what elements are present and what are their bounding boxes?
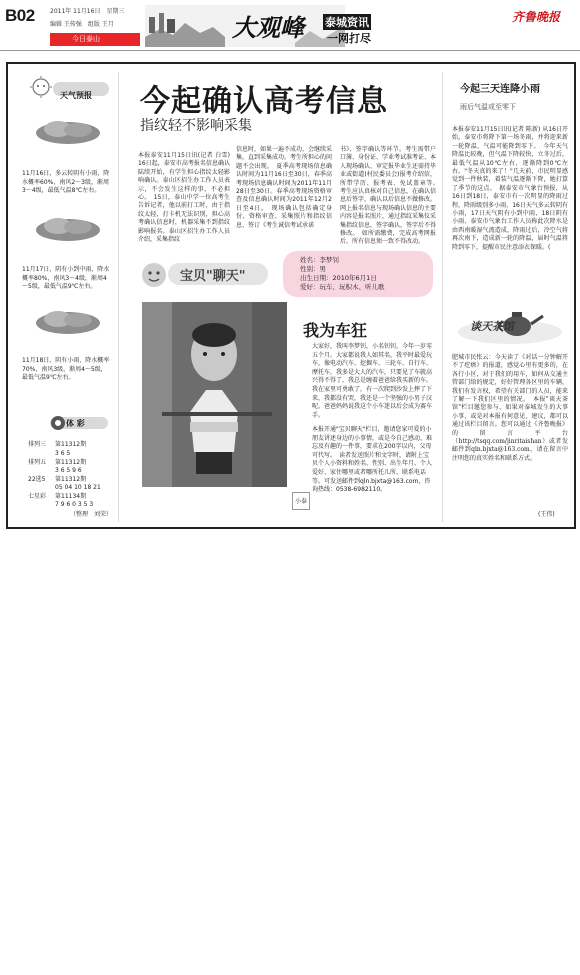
tea-house-letter: 肥城市民怅云：今天读了《对话一分钟解开不了疙瘩》的报道，感觉心里有更多的，在各行小区，对于我们的用车，如何从交通主管部门给的规定，好好管理各区里的车辆，我们有发言权，希望有关部门的人员，能来了解一下我们区里的情况。 本报"谈天茶馆"栏目邀您参与，如果对泰城发生的大事小事，或是对本报有何意见、建议，都可以通过该栏目留言。您可以通过《齐鲁晚报》的留言平台（http://tsqq.com/jinritaishan）或者发邮件到qln.bjxta@163.com，请在留言中注明您的真实姓名和联系方式。: [452, 354, 568, 462]
forecast-day-3: 11月18日，阴有小雨，降水概率70%，南风3级，渐周4～5级，最低气温9℃左右。: [22, 357, 110, 381]
cloud-rain-icon: [33, 118, 103, 148]
baby-hobby: 爱好：玩车、玩积木、听儿歌: [300, 283, 385, 291]
newspaper-logo: 齐鲁晚报: [512, 10, 561, 24]
baby-name: 姓名：李梦钊: [300, 256, 339, 264]
article-column-1: 本报泰安11月15日讯(记者 白雪) 16日起，泰安市高考报名信息确认陆续开始，有学生担心指纹太轻影响确认。泰山区招生办工作人员表示，不会发生这样的事，不必担心。 15日，泰山中学一位高考生告诉记者，他以前打工时，由于指纹太轻，打卡机无法识别，担心高考确认信息时，机器采集不到指纹影响报名。泰山区招生办工作人员介绍，采集指纹: [138, 152, 230, 244]
cloud-rain-icon: [33, 308, 103, 338]
tea-house-label: 谈天茶馆: [470, 320, 514, 333]
forecast-day-2: 11月17日，阴有小到中雨，降水概率80%，南风3～4级，渐周4～5级，最低气温9℃左右。: [22, 266, 110, 290]
forecast-day-1: 11月16日，多云转阴有小雨，降水概率60%，南风2～3级，渐周3～4级，最低气温8℃左右。: [22, 170, 110, 194]
baby-gender: 性别：男: [300, 265, 326, 273]
column-divider: [118, 72, 119, 522]
weather-title: 天气预报: [60, 91, 92, 100]
lottery-row-issue: 第11312期: [55, 441, 87, 448]
editor-credit: 编辑 王传强 组版 王月: [50, 21, 114, 28]
rain-headline: 今起三天连降小雨: [460, 84, 540, 95]
column-name: 大观峰: [232, 13, 304, 42]
header-divider: [0, 50, 580, 51]
lottery-row-numbers: 7 9 6 0 3 5 3: [55, 501, 94, 508]
article-column-2: 信息时，如果一遍不成功，会继续采集，直到采集成功。考生所担心的问题不会出现。 夏季高考现场信息确认时间为11月16日至30日，春季高考现场信息确认时间为2011年11月28日至30日。春季高考现场资格审查及信息确认时间为2011年12月2日至4日。 现场确认包括确定身份、资格审查、采集照片和指纹信息、签订《考生诚信考试承诺: [236, 146, 333, 229]
rain-article-body: 本报泰安11月15日讯(记者 陈新) 从16日开始，泰安市将降下第一场冬雨，并将迎来新一轮降温，气温可能降到零下。 今年天气降温比较晚，但气温下降较快，立冬过后，最低气温从10℃左右，逐渐降到0℃左右。"冬天真的来了！"几天前，市民明显感觉到一件秋装，着装气温逐渐下降，她打算了季节的这点。 据泰安市气象台预报，从16日到18日，泰安市有一次明显的降雨过程，降雨级别多小雨，16日天气多云转阴有小雨，17日天气阴有小到中雨，18日阴有小雨，泰安市气象台工作人员称此次降水是由西南暖湿气流造成，降雨过后，冷空气将再次南下，造成新一轮的降温，届时气温将降到零下，提醒市民注意添衣保暖。(: [452, 126, 568, 251]
lottery-row-numbers: 3 6 5: [55, 450, 71, 457]
baby-chat-title: 宝贝"聊天": [180, 269, 246, 284]
issue-date: 2011年 11月16日 星期三: [50, 8, 125, 15]
lottery-row-name: 排列五: [28, 459, 47, 466]
column-divider: [442, 72, 443, 522]
rain-subhead: 雨后气温或至零下: [460, 103, 516, 111]
article-column-3: 书》、签字确认等环节。考生需带户口簿、身份证、学业考试准考证、本人现场确认、审定报毕业生还需持毕业或街道(村民委员会)报考介绍信，所带学历、报考表、免试盖章等。 考生应认真核对自己信息，在确认信息后签字，确认以后信息不做修改。网上报名信息与现场确认信息的主要内容是报名照片，通过指纹采集仪采集指纹信息，签字确认，签字后不得修改。 如所需缴费，完成高考网报后，所有信息须一致不得改动。: [340, 146, 443, 246]
lottery-row-issue: 第11312期: [55, 459, 87, 466]
column-slogan-top: 泰城资讯: [325, 16, 369, 29]
baby-stamp: 小泰: [292, 492, 310, 510]
baby-story-title: 我为车狂: [303, 321, 368, 340]
cloud-rain-icon: [33, 215, 103, 245]
main-headline: 今起确认高考信息: [140, 84, 388, 119]
lottery-row-name: 排列三: [28, 441, 47, 448]
lottery-row-numbers: 05 04 10 18 21: [55, 484, 101, 491]
baby-column-notice: 本报开通"宝贝聊天"栏目，邀请您家可爱的小朋友讲述身边的小事情，或是今自己感动、难忘及有趣的一件事，要求在200字以内，父母可代写。 读者发送照片和文字时，请附上宝贝个人小资料和姓名、性别、出生年月、个人爱好、家住哪里或者哪所托儿所、联系电话等。可发送邮件到qln.bjxta@163.com，咨询热线：0538-6982110。: [312, 426, 433, 494]
lottery-credit: （整理 刘荣）: [70, 511, 113, 518]
tea-house-credit: (王伟): [538, 511, 555, 518]
lottery-row-name: 七星彩: [28, 493, 47, 500]
page-code: B02: [5, 6, 35, 25]
lottery-row-numbers: 3 6 5 9 6: [55, 467, 82, 474]
lottery-row-issue: 第11312期: [55, 476, 87, 483]
column-slogan-bottom: 一网打尽: [327, 32, 371, 45]
baby-birthday: 出生日期：2010年6月1日: [300, 274, 377, 282]
baby-photo: [142, 302, 287, 487]
lottery-title: 体 彩: [66, 419, 85, 428]
section-tab: 今日泰山: [50, 33, 140, 46]
baby-story: 大家好，我叫李梦钊，小名钊钊，今年一岁零五个月。大家都说我人如其名，我平时最爱玩车，像电动汽车、挖掘车、三轮车、自行车、摩托车，我多是大人的汽车，只要见了车就高兴得不得了，我总是缠着爸爸给我买新的车。我在家里可勇敢了，有一次爬到沙发上摔了下来，我都没有哭，我还是一个坚强的小男子汉呢。爸爸妈妈说我这个小车迷以后会成为赛车手。: [312, 343, 433, 419]
lottery-row-issue: 第11134期: [55, 493, 87, 500]
main-subhead: 指纹轻不影响采集: [140, 118, 252, 134]
lottery-row-name: 22选5: [28, 476, 46, 483]
